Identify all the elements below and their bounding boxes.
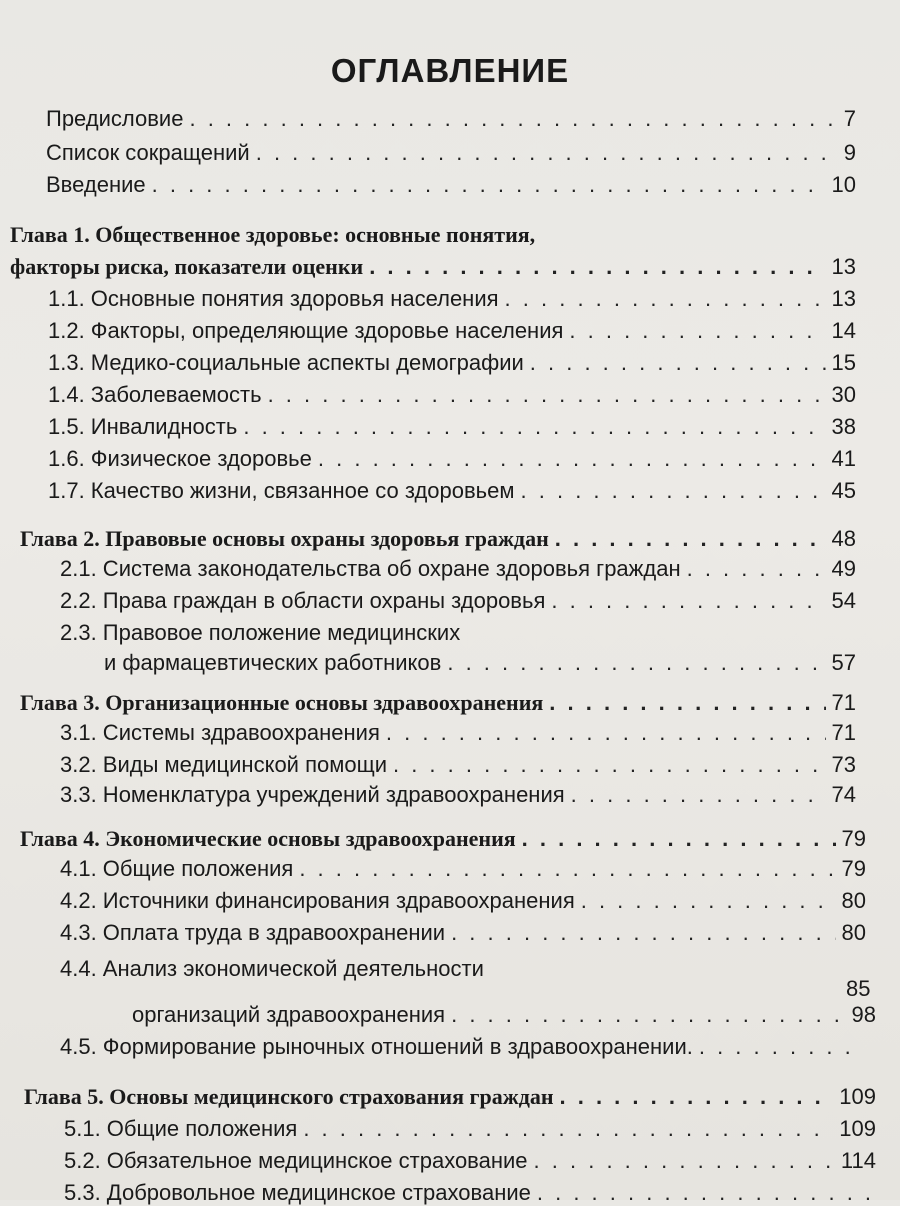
entry-page: 109 — [839, 1084, 876, 1109]
toc-entry-3-1[interactable] — [60, 720, 856, 746]
entry-text: 4.2. Источники финансирования здравоохранения — [60, 888, 575, 913]
leader-dots — [555, 526, 826, 552]
entry-page: 41 — [831, 446, 856, 471]
leader-dots — [243, 414, 825, 440]
entry-page: 13 — [831, 254, 856, 279]
entry-text: Глава 3. Организационные основы здравоохранения — [20, 690, 544, 715]
entry-text: и фармацевтических работников — [104, 650, 442, 675]
entry-text: Введение — [46, 172, 146, 197]
toc-entry-2-3[interactable] — [104, 650, 856, 676]
leader-dots — [393, 752, 826, 778]
leader-dots — [299, 856, 835, 882]
entry-page: 9 — [843, 140, 856, 165]
toc-entry-introduction[interactable] — [46, 172, 856, 198]
entry-page: 14 — [831, 318, 856, 343]
leader-dots — [571, 782, 826, 808]
entry-page: 15 — [831, 350, 856, 375]
entry-page: 80 — [841, 920, 866, 945]
entry-page: 114 — [840, 1148, 876, 1173]
entry-page: 79 — [841, 856, 866, 881]
toc-entry-1-7[interactable] — [48, 478, 856, 504]
entry-page: 30 — [831, 382, 856, 407]
entry-text: 3.3. Номенклатура учреждений здравоохранения — [60, 782, 565, 807]
entry-text: 3.1. Системы здравоохранения — [60, 720, 380, 745]
entry-text: 2.1. Система законодательства об охране здоровья граждан — [60, 556, 681, 581]
entry-text: 5.1. Общие положения — [64, 1116, 298, 1141]
entry-page: 45 — [831, 478, 856, 503]
entry-page: 57 — [831, 650, 856, 675]
entry-page: 10 — [831, 172, 856, 197]
toc-entry-4-2[interactable] — [60, 888, 866, 914]
entry-page: 71 — [831, 720, 856, 745]
chapter-1-title-line1: Глава 1. Общественное здоровье: основные понятия, — [10, 222, 536, 247]
toc-entry-1-6[interactable] — [48, 446, 856, 472]
toc-entry-4-5[interactable] — [60, 1034, 870, 1060]
entry-text: 5.3. Добровольное медицинское страхование — [64, 1180, 531, 1205]
entry-page: 79 — [841, 826, 866, 851]
entry-text: факторы риска, показатели оценки — [10, 254, 364, 279]
leader-dots — [560, 1084, 834, 1110]
entry-text: 1.1. Основные понятия здоровья населения — [48, 286, 499, 311]
leader-dots — [530, 350, 826, 376]
toc-entry-2-3-line1: 2.3. Правовое положение медицинских — [60, 620, 461, 645]
entry-page: 98 — [851, 1002, 876, 1027]
leader-dots — [505, 286, 826, 312]
leader-dots — [551, 588, 825, 614]
entry-text: 1.2. Факторы, определяющие здоровье населения — [48, 318, 564, 343]
entry-page: 7 — [843, 106, 856, 131]
entry-page: 71 — [831, 690, 856, 715]
toc-entry-1-4[interactable] — [48, 382, 856, 408]
leader-dots — [268, 382, 826, 408]
entry-text: 1.7. Качество жизни, связанное со здоровьем — [48, 478, 515, 503]
toc-entry-4-4-line1: 4.4. Анализ экономической деятельности — [60, 956, 484, 981]
leader-dots — [699, 1034, 864, 1060]
entry-text: 4.3. Оплата труда в здравоохранении — [60, 920, 446, 945]
entry-page: 38 — [831, 414, 856, 439]
entry-text: Список сокращений — [46, 140, 250, 165]
entry-text: 1.4. Заболеваемость — [48, 382, 262, 407]
toc-entry-2-1[interactable] — [60, 556, 856, 582]
toc-entry-2-2[interactable] — [60, 588, 856, 614]
toc-entry-1-3[interactable] — [48, 350, 856, 376]
page-title: ОГЛАВЛЕНИЕ — [330, 52, 570, 89]
entry-text: организаций здравоохранения — [132, 1002, 446, 1027]
leader-dots — [451, 1002, 845, 1028]
toc-entry-chapter-2[interactable] — [20, 526, 856, 552]
entry-text: Предисловие — [46, 106, 184, 131]
entry-text: Глава 4. Экономические основы здравоохранения — [20, 826, 516, 851]
leader-dots — [581, 888, 836, 914]
leader-dots — [189, 106, 837, 132]
toc-entry-1-5[interactable] — [48, 414, 856, 440]
toc-entry-preface[interactable] — [46, 106, 856, 132]
leader-dots — [256, 140, 838, 166]
entry-text: 4.5. Формирование рыночных отношений в здравоохранении. — [60, 1034, 693, 1059]
leader-dots — [369, 254, 825, 280]
leader-dots — [318, 446, 826, 472]
toc-entry-chapter-3[interactable] — [20, 690, 856, 716]
entry-page-4-4: 85 — [846, 976, 871, 1001]
entry-text: 1.5. Инвалидность — [48, 414, 238, 439]
leader-dots — [549, 690, 825, 716]
entry-text: Глава 2. Правовые основы охраны здоровья граждан — [20, 526, 549, 551]
entry-text: 5.2. Обязательное медицинское страхование — [64, 1148, 528, 1173]
leader-dots — [521, 478, 826, 504]
leader-dots — [303, 1116, 833, 1142]
entry-text: 1.3. Медико-социальные аспекты демографии — [48, 350, 524, 375]
leader-dots — [451, 920, 835, 946]
leader-dots — [534, 1148, 835, 1174]
entry-page: 80 — [841, 888, 866, 913]
entry-text: 1.6. Физическое здоровье — [48, 446, 312, 471]
toc-entry-5-2[interactable] — [64, 1148, 876, 1174]
entry-page: 13 — [831, 286, 856, 311]
leader-dots — [152, 172, 826, 198]
toc-entry-3-2[interactable] — [60, 752, 856, 778]
entry-text: 2.2. Права граждан в области охраны здоровья — [60, 588, 546, 613]
toc-entry-5-1[interactable] — [64, 1116, 876, 1142]
entry-page: 74 — [831, 782, 856, 807]
leader-dots — [386, 720, 826, 746]
toc-entry-4-4[interactable] — [132, 1002, 876, 1028]
leader-dots — [537, 1180, 870, 1206]
entry-page: 49 — [831, 556, 856, 581]
entry-page: 54 — [831, 588, 856, 613]
toc-entry-3-3[interactable] — [60, 782, 856, 808]
toc-entry-1-1[interactable] — [48, 286, 856, 312]
leader-dots — [569, 318, 825, 344]
entry-text: 3.2. Виды медицинской помощи — [60, 752, 387, 777]
toc-entry-chapter-5[interactable] — [24, 1084, 876, 1110]
toc-entry-1-2[interactable] — [48, 318, 856, 344]
toc-entry-chapter-1[interactable] — [10, 254, 856, 280]
entry-text: Глава 5. Основы медицинского страхования граждан — [24, 1084, 554, 1109]
toc-entry-chapter-4[interactable] — [20, 826, 866, 852]
leader-dots — [522, 826, 836, 852]
toc-entry-abbreviations[interactable] — [46, 140, 856, 166]
entry-page: 73 — [831, 752, 856, 777]
toc-entry-4-3[interactable] — [60, 920, 866, 946]
toc-entry-5-3[interactable] — [64, 1180, 876, 1206]
leader-dots — [447, 650, 825, 676]
entry-page: 109 — [839, 1116, 876, 1141]
entry-text: 4.1. Общие положения — [60, 856, 294, 881]
entry-page: 48 — [831, 526, 856, 551]
toc-entry-4-1[interactable] — [60, 856, 866, 882]
leader-dots — [687, 556, 826, 582]
